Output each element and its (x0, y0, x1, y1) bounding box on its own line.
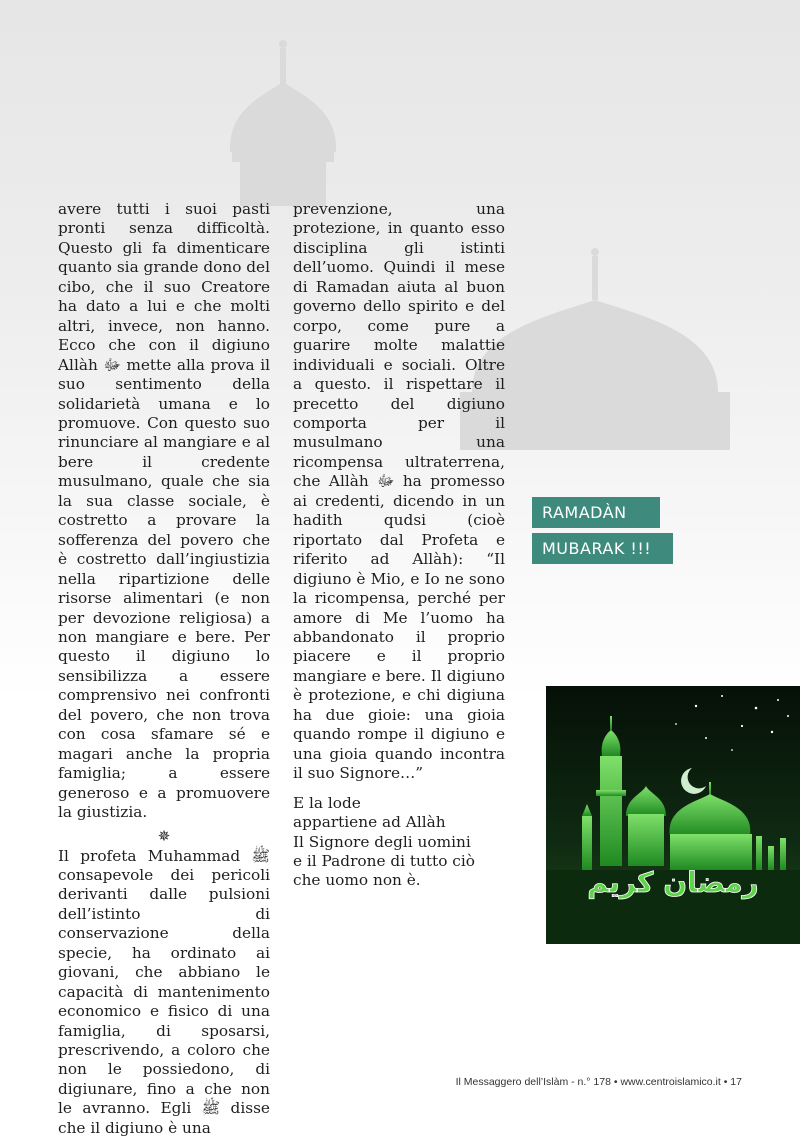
asterism-separator-icon: ✵ (58, 825, 270, 847)
page-footer: Il Messaggero dell’Islàm - n.° 178 • www.centroislamico.it • 17 (456, 1076, 742, 1088)
closing-line: Il Signore degli uomini (293, 833, 505, 852)
banner-ramadan: RAMADÀN (532, 497, 660, 528)
paragraph: Il profeta Muhammad ﷺ consapevole dei pericoli derivanti dalle pulsioni dell’istinto di conservazione della specie, ha ordinato ai giovani, che abbiano le capacità di mantenimento economico e fisico di una famiglia, di sposarsi, prescrivendo, a coloro che non le possiedono, di digiunare, fino a che non le avranno. Egli ﷺ disse che il digiuno è una (58, 847, 270, 1138)
text-column-middle (293, 200, 505, 891)
closing-blessing (293, 794, 505, 891)
paragraph: prevenzione, una protezione, in quanto esso disciplina gli istinti dell’uomo. Quindi il mese di Ramadan aiuta al buon governo dello spirito e del corpo, come pure a guarire molte malattie individuali e sociali. Oltre a questo. il rispettare il precetto del digiuno comporta per il musulmano una ricompensa ultraterrena, che Allàh ﷻ ha promesso ai credenti, dicendo in un hadith qudsi (cioè riportato dal Profeta e riferito ad Allàh): “Il digiuno è Mio, e Io ne sono la ricompensa, perché per amore di Me l’uomo ha abbandonato il proprio piacere e il proprio mangiare e bere. Il digiuno è protezione, e chi digiuna ha due gioie: una gioia quando rompe il digiuno e una gioia quando incontra il suo Signore…” (293, 200, 505, 784)
banner-mubarak: MUBARAK !!! (532, 533, 673, 564)
text-column-left (58, 200, 270, 1138)
arabic-greeting: رمضان كريم (587, 866, 758, 899)
ramadan-kareem-illustration (546, 686, 800, 944)
closing-line: e il Padrone di tutto ciò (293, 852, 505, 871)
closing-line: che uomo non è. (293, 871, 505, 890)
crescent-moon-icon (686, 126, 764, 235)
closing-line: E la lode (293, 794, 505, 813)
paragraph: avere tutti i suoi pasti pronti senza difficoltà. Questo gli fa dimenticare quanto sia grande dono del cibo, che il suo Creatore ha dato a lui e che molti altri, invece, non hanno. Ecco che con il digiuno Allàh ﷻ mette alla prova il suo sentimento della solidarietà umana e lo promuove. Con questo suo rinunciare al mangiare e al bere il credente musulmano, quale che sia la sua classe sociale, è costretto a provare la sofferenza del povero che è costretto dall’ingiustizia nella ripartizione delle risorse alimentari (e non per devozione religiosa) a non mangiare e bere. Per questo il digiuno lo sensibilizza a essere comprensivo nei confronti del povero, che non trova con cosa sfamare sé e magari anche la propria famiglia; a essere generoso e a promuovere la giustizia. (58, 200, 270, 823)
closing-line: appartiene ad Allàh (293, 813, 505, 832)
